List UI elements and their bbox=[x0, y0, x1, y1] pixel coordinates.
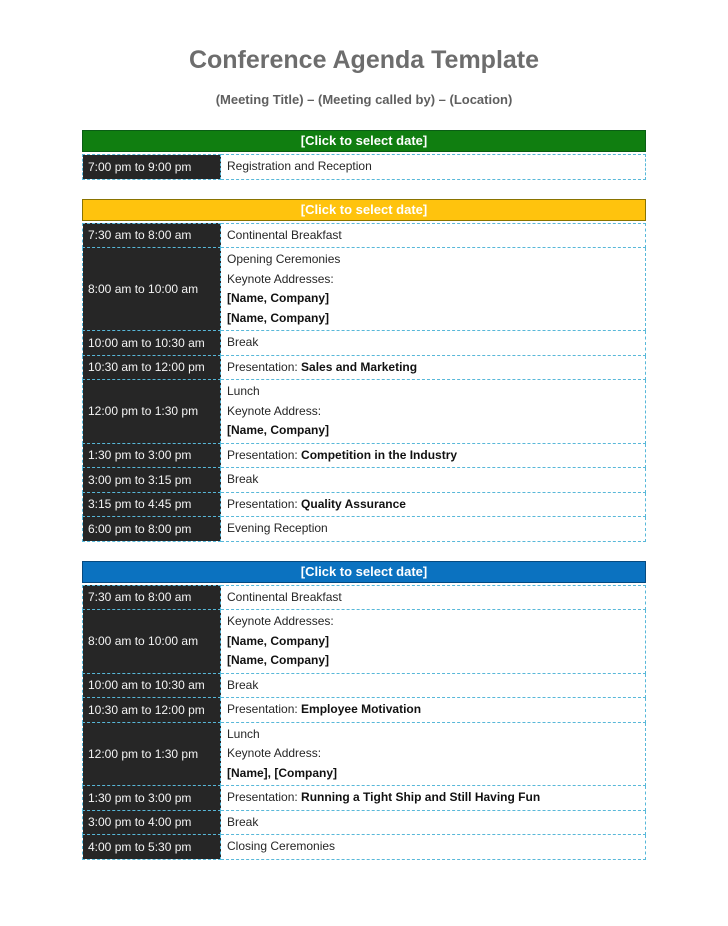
agenda-section-1 bbox=[82, 130, 646, 180]
event-text-line: Presentation: Quality Assurance bbox=[227, 496, 406, 511]
event-text-line: Continental Breakfast bbox=[227, 227, 342, 242]
agenda-row bbox=[83, 585, 646, 610]
event-cell[interactable] bbox=[221, 223, 646, 248]
event-text-line: Evening Reception bbox=[227, 521, 328, 535]
agenda-section-3 bbox=[82, 561, 646, 860]
event-text-line: [Name, Company] bbox=[227, 633, 330, 648]
event-text-line: Break bbox=[227, 335, 259, 349]
event-text-line: Presentation: Employee Motivation bbox=[227, 702, 422, 716]
time-cell[interactable]: 7:00 pm to 9:00 pm bbox=[83, 155, 221, 180]
event-text-line: Lunch bbox=[227, 726, 260, 741]
event-cell[interactable] bbox=[221, 355, 646, 380]
event-cell[interactable] bbox=[221, 673, 646, 698]
time-cell[interactable]: 4:00 pm to 5:30 pm bbox=[83, 835, 221, 860]
page-subtitle: (Meeting Title) – (Meeting called by) – (Location) bbox=[215, 92, 513, 107]
time-cell[interactable]: 3:00 pm to 3:15 pm bbox=[83, 468, 221, 493]
agenda-row bbox=[83, 443, 646, 468]
agenda-row bbox=[83, 492, 646, 517]
time-cell[interactable]: 10:00 am to 10:30 am bbox=[83, 331, 221, 356]
event-cell[interactable] bbox=[221, 331, 646, 356]
event-cell[interactable] bbox=[221, 786, 646, 811]
event-text-line: [Name], [Company] bbox=[227, 765, 338, 780]
event-text-line: Continental Breakfast bbox=[227, 589, 342, 604]
agenda-section-2 bbox=[82, 199, 646, 542]
event-cell[interactable] bbox=[221, 380, 646, 444]
time-cell[interactable]: 1:30 pm to 3:00 pm bbox=[83, 786, 221, 811]
event-text-line: Break bbox=[227, 677, 259, 692]
date-select-header[interactable]: [Click to select date] bbox=[82, 561, 646, 583]
event-cell[interactable] bbox=[221, 248, 646, 331]
event-cell[interactable] bbox=[221, 610, 646, 674]
agenda-row bbox=[83, 610, 646, 674]
time-cell[interactable]: 10:30 am to 12:00 pm bbox=[83, 355, 221, 380]
time-cell[interactable]: 3:15 pm to 4:45 pm bbox=[83, 492, 221, 517]
agenda-row bbox=[83, 248, 646, 331]
agenda-row bbox=[83, 223, 646, 248]
event-text-line: Presentation: Competition in the Industry bbox=[227, 447, 458, 462]
event-cell[interactable] bbox=[221, 835, 646, 860]
event-text-line: Break bbox=[227, 814, 259, 829]
time-cell[interactable]: 10:30 am to 12:00 pm bbox=[83, 698, 221, 723]
agenda-row bbox=[83, 786, 646, 811]
time-cell[interactable]: 10:00 am to 10:30 am bbox=[83, 673, 221, 698]
event-text-line: [Name, Company] bbox=[227, 291, 330, 305]
time-cell[interactable]: 1:30 pm to 3:00 pm bbox=[83, 443, 221, 468]
event-cell[interactable] bbox=[221, 810, 646, 835]
event-cell[interactable] bbox=[221, 492, 646, 517]
agenda-row bbox=[83, 355, 646, 380]
event-text-line: Break bbox=[227, 472, 259, 486]
event-text-line: [Name, Company] bbox=[227, 653, 330, 667]
agenda-row bbox=[83, 722, 646, 786]
agenda-row bbox=[83, 673, 646, 698]
time-cell[interactable]: 6:00 pm to 8:00 pm bbox=[83, 517, 221, 542]
agenda-table bbox=[82, 585, 646, 860]
event-cell[interactable] bbox=[221, 517, 646, 542]
time-cell[interactable]: 8:00 am to 10:00 am bbox=[83, 248, 221, 331]
agenda-table bbox=[82, 154, 646, 180]
time-cell[interactable]: 8:00 am to 10:00 am bbox=[83, 610, 221, 674]
event-text-line: Lunch bbox=[227, 384, 260, 398]
event-cell[interactable] bbox=[221, 722, 646, 786]
agenda-row bbox=[83, 331, 646, 356]
agenda-row bbox=[83, 380, 646, 444]
time-cell[interactable]: 12:00 pm to 1:30 pm bbox=[83, 380, 221, 444]
event-cell[interactable] bbox=[221, 155, 646, 180]
event-text-line: Keynote Addresses: bbox=[227, 271, 334, 286]
date-select-header[interactable]: [Click to select date] bbox=[82, 199, 646, 221]
event-text-line: Closing Ceremonies bbox=[227, 839, 336, 853]
agenda-row bbox=[83, 698, 646, 723]
event-text-line: Presentation: Sales and Marketing bbox=[227, 359, 418, 374]
time-cell[interactable]: 7:30 am to 8:00 am bbox=[83, 223, 221, 248]
event-cell[interactable] bbox=[221, 698, 646, 723]
event-cell[interactable] bbox=[221, 443, 646, 468]
event-text-line: Registration and Reception bbox=[227, 159, 372, 173]
time-cell[interactable]: 12:00 pm to 1:30 pm bbox=[83, 722, 221, 786]
date-select-header[interactable]: [Click to select date] bbox=[82, 130, 646, 152]
event-text-line: [Name, Company] bbox=[227, 423, 330, 437]
event-cell[interactable] bbox=[221, 585, 646, 610]
time-cell[interactable]: 3:00 pm to 4:00 pm bbox=[83, 810, 221, 835]
event-text-line: Keynote Address: bbox=[227, 403, 322, 418]
agenda-row bbox=[83, 468, 646, 493]
agenda-row bbox=[83, 835, 646, 860]
event-text-line: Opening Ceremonies bbox=[227, 252, 341, 266]
agenda-row bbox=[83, 810, 646, 835]
agenda-table bbox=[82, 223, 646, 542]
event-cell[interactable] bbox=[221, 468, 646, 493]
event-text-line: Keynote Address: bbox=[227, 746, 322, 760]
event-text-line: Presentation: Running a Tight Ship and Still Having Fun bbox=[227, 790, 541, 804]
page-title: Conference Agenda Template bbox=[188, 46, 540, 74]
agenda-row bbox=[83, 155, 646, 180]
time-cell[interactable]: 7:30 am to 8:00 am bbox=[83, 585, 221, 610]
agenda-sections bbox=[82, 130, 646, 860]
event-text-line: Keynote Addresses: bbox=[227, 614, 334, 628]
agenda-row bbox=[83, 517, 646, 542]
event-text-line: [Name, Company] bbox=[227, 310, 330, 325]
